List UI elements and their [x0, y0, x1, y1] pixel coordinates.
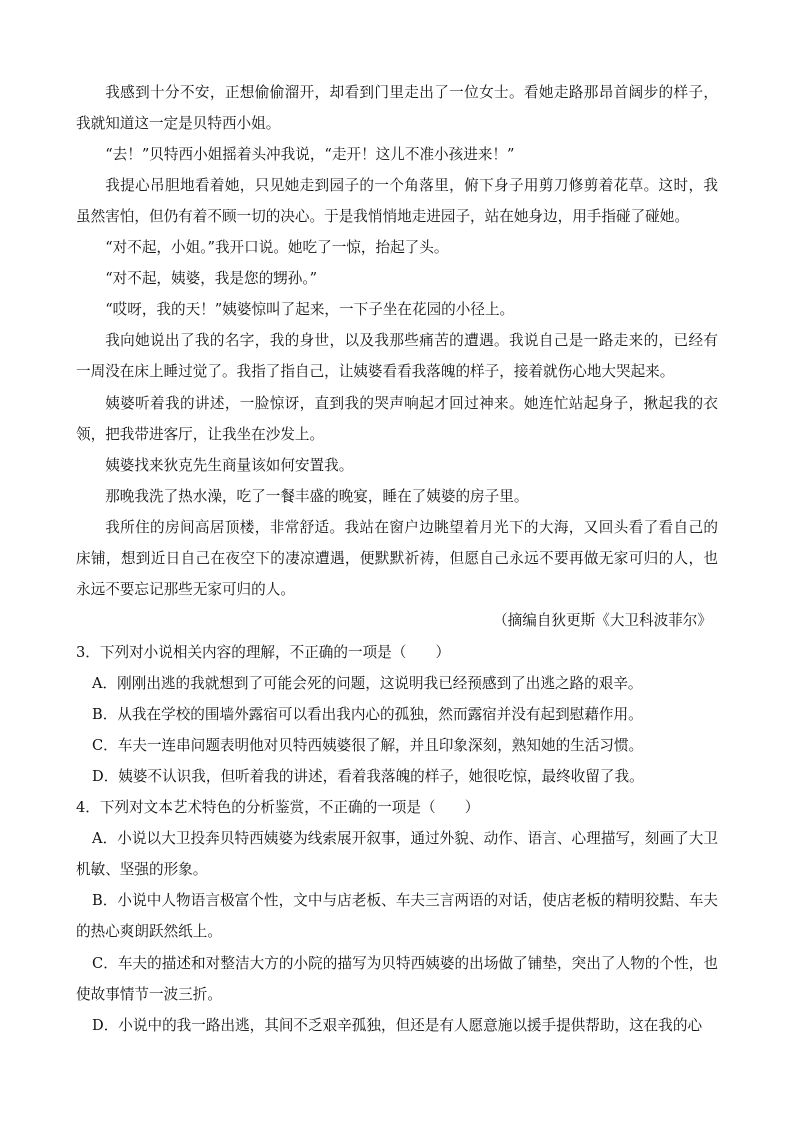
- option-3b: B．从我在学校的围墙外露宿可以看出我内心的孤独，然而露宿并没有起到慰藉作用。: [92, 706, 643, 723]
- question-stem-3: 3．下列对小说相关内容的理解，不正确的一项是（ ）: [76, 644, 451, 661]
- option-4d: D．小说中的我一路出逃，其间不乏艰辛孤独，但还是有人愿意施以援手提供帮助，这在我的心: [92, 1017, 703, 1034]
- story-paragraph: “哎呀，我的天！”姨婆惊叫了起来，一下子坐在花园的小径上。: [105, 301, 515, 318]
- option-3d: D．姨婆不认识我，但听着我的讲述，看着我落魄的样子，她很吃惊，最终收留了我。: [92, 768, 644, 785]
- story-paragraph: “去！”贝特西小姐摇着头冲我说，“走开！这儿不准小孩进来！”: [105, 146, 515, 163]
- question-stem-4: 4．下列对文本艺术特色的分析鉴赏，不正确的一项是（ ）: [76, 799, 480, 816]
- option-4a: A．小说以大卫投奔贝特西姨婆为线索展开叙事，通过外貌、动作、语言、心理描写，刻画了大卫机敏、坚强的形象。: [76, 830, 718, 879]
- story-paragraph: 我所住的房间高居顶楼，非常舒适。我站在窗户边眺望着月光下的大海，又回头看了看自己的床铺，想到近日自己在夜空下的凄凉遭遇，便默默祈祷，但愿自己永远不要再做无家可归的人，也永远不要忘记那些无家可归的人。: [76, 519, 718, 599]
- option-3a: A．刚刚出逃的我就想到了可能会死的问题，这说明我已经预感到了出逃之路的艰辛。: [92, 675, 643, 692]
- story-paragraph: 我提心吊胆地看着她，只见她走到园子的一个角落里，俯下身子用剪刀修剪着花草。这时，我虽然害怕，但仍有着不顾一切的决心。于是我悄悄地走进园子，站在她身边，用手指碰了碰她。: [76, 177, 718, 226]
- story-paragraph: 我感到十分不安，正想偷偷溜开，却看到门里走出了一位女士。看她走路那昂首阔步的样子，我就知道这一定是贝特西小姐。: [76, 84, 718, 133]
- story-paragraph: 姨婆听着我的讲述，一脸惊讶，直到我的哭声响起才回过神来。她连忙站起身子，揪起我的衣领，把我带进客厅，让我坐在沙发上。: [76, 395, 718, 444]
- option-3c: C．车夫一连串问题表明他对贝特西姨婆很了解，并且印象深刻，熟知她的生活习惯。: [92, 737, 644, 754]
- story-paragraph: “对不起，小姐。”我开口说。她吃了一惊，抬起了头。: [105, 239, 449, 256]
- option-4c: C．车夫的描述和对整洁大方的小院的描写为贝特西姨婆的出场做了铺垫，突出了人物的个性，也使故事情节一波三折。: [76, 955, 718, 1004]
- story-paragraph: 我向她说出了我的名字，我的身世，以及我那些痛苦的遭遇。我说自己是一路走来的，已经有一周没在床上睡过觉了。我指了指自己，让姨婆看看我落魄的样子，接着就伤心地大哭起来。: [76, 332, 718, 381]
- story-paragraph: “对不起，姨婆，我是您的甥孙。”: [105, 270, 318, 287]
- source-citation: （摘编自狄更斯《大卫科波菲尔》: [493, 612, 712, 629]
- story-paragraph: 那晚我洗了热水澡，吃了一餐丰盛的晚宴，睡在了姨婆的房子里。: [105, 488, 529, 505]
- option-4b: B．小说中人物语言极富个性，文中与店老板、车夫三言两语的对话，使店老板的精明狡黠、车夫的热心爽朗跃然纸上。: [76, 892, 718, 941]
- story-paragraph: 姨婆找来狄克先生商量该如何安置我。: [105, 457, 354, 474]
